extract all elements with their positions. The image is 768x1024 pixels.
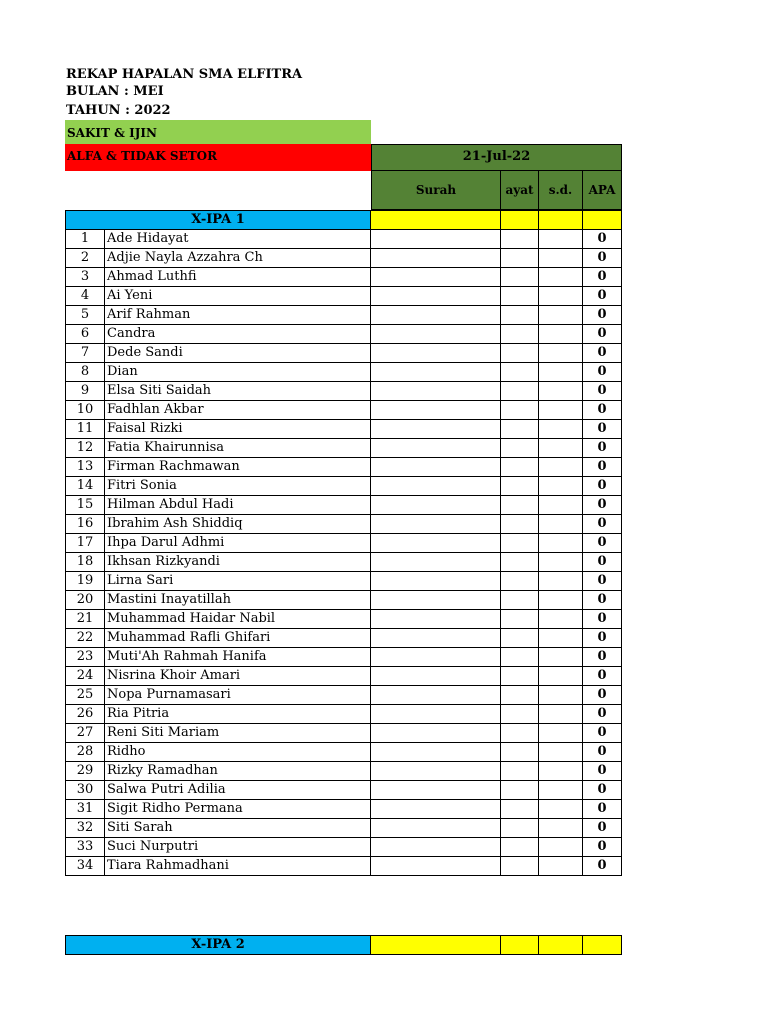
- legend-row-absent: [65, 144, 622, 171]
- surah-cell[interactable]: [371, 857, 501, 876]
- student-number-cell[interactable]: 24: [65, 667, 105, 686]
- student-number-cell[interactable]: 20: [65, 591, 105, 610]
- student-number-cell[interactable]: 28: [65, 743, 105, 762]
- student-number-cell[interactable]: 7: [65, 344, 105, 363]
- ayat-cell[interactable]: [501, 515, 539, 534]
- student-name-cell[interactable]: Suci Nurputri: [105, 838, 371, 857]
- apa-cell[interactable]: 0: [583, 857, 622, 876]
- apa-cell[interactable]: 0: [583, 515, 622, 534]
- student-name-cell[interactable]: Ahmad Luthfi: [105, 268, 371, 287]
- student-name-cell[interactable]: Salwa Putri Adilia: [105, 781, 371, 800]
- report-month: BULAN : MEI: [66, 84, 164, 99]
- surah-cell[interactable]: [371, 515, 501, 534]
- sd-cell[interactable]: [539, 781, 583, 800]
- sd-cell[interactable]: [539, 420, 583, 439]
- sd-cell[interactable]: [539, 553, 583, 572]
- ayat-cell[interactable]: [501, 610, 539, 629]
- student-number-cell[interactable]: 9: [65, 382, 105, 401]
- apa-cell[interactable]: 0: [583, 249, 622, 268]
- ayat-cell[interactable]: [501, 838, 539, 857]
- student-name-cell[interactable]: Dian: [105, 363, 371, 382]
- table-row: [65, 819, 622, 838]
- student-number-cell[interactable]: 32: [65, 819, 105, 838]
- surah-cell[interactable]: [371, 572, 501, 591]
- sd-cell[interactable]: [539, 857, 583, 876]
- report-year: TAHUN : 2022: [66, 103, 171, 118]
- student-number-cell[interactable]: 2: [65, 249, 105, 268]
- ayat-cell[interactable]: [501, 230, 539, 249]
- surah-cell[interactable]: [371, 610, 501, 629]
- surah-cell[interactable]: [371, 819, 501, 838]
- surah-cell[interactable]: [371, 458, 501, 477]
- apa-cell[interactable]: 0: [583, 610, 622, 629]
- ayat-cell[interactable]: [501, 439, 539, 458]
- student-name-cell[interactable]: Nopa Purnamasari: [105, 686, 371, 705]
- ayat-cell[interactable]: [501, 572, 539, 591]
- sd-cell[interactable]: [539, 401, 583, 420]
- student-name-cell[interactable]: Ridho: [105, 743, 371, 762]
- ayat-cell[interactable]: [501, 800, 539, 819]
- table-row: [65, 287, 622, 306]
- student-name-cell[interactable]: Ai Yeni: [105, 287, 371, 306]
- student-number-cell[interactable]: 6: [65, 325, 105, 344]
- apa-cell[interactable]: 0: [583, 382, 622, 401]
- student-name-cell[interactable]: Firman Rachmawan: [105, 458, 371, 477]
- sd-cell[interactable]: [539, 287, 583, 306]
- highlight-cell[interactable]: [371, 935, 501, 955]
- table-row: [65, 857, 622, 876]
- surah-cell[interactable]: [371, 553, 501, 572]
- sd-cell[interactable]: [539, 648, 583, 667]
- ayat-cell[interactable]: [501, 591, 539, 610]
- table-row: [65, 534, 622, 553]
- class-header-row: [65, 210, 622, 230]
- surah-cell[interactable]: [371, 743, 501, 762]
- table-row: [65, 344, 622, 363]
- table-row: [65, 591, 622, 610]
- table-row: [65, 553, 622, 572]
- surah-cell[interactable]: [371, 401, 501, 420]
- recap-sheet: [65, 120, 622, 876]
- sd-cell[interactable]: [539, 591, 583, 610]
- apa-cell[interactable]: 0: [583, 496, 622, 515]
- surah-cell[interactable]: [371, 591, 501, 610]
- ayat-cell[interactable]: [501, 705, 539, 724]
- student-name-cell[interactable]: Hilman Abdul Hadi: [105, 496, 371, 515]
- sd-cell[interactable]: [539, 306, 583, 325]
- ayat-cell[interactable]: [501, 325, 539, 344]
- student-number-cell[interactable]: 1: [65, 230, 105, 249]
- apa-cell[interactable]: 0: [583, 781, 622, 800]
- table-row: [65, 496, 622, 515]
- ayat-cell[interactable]: [501, 762, 539, 781]
- apa-cell[interactable]: 0: [583, 230, 622, 249]
- student-name-cell[interactable]: Ibrahim Ash Shiddiq: [105, 515, 371, 534]
- surah-cell[interactable]: [371, 838, 501, 857]
- student-name-cell[interactable]: Ria Pitria: [105, 705, 371, 724]
- table-row: [65, 610, 622, 629]
- ayat-cell[interactable]: [501, 306, 539, 325]
- highlight-cell[interactable]: [583, 935, 622, 955]
- apa-cell[interactable]: 0: [583, 287, 622, 306]
- sd-cell[interactable]: [539, 363, 583, 382]
- column-apa[interactable]: APA: [583, 171, 622, 210]
- student-number-cell[interactable]: 5: [65, 306, 105, 325]
- surah-cell[interactable]: [371, 325, 501, 344]
- student-number-cell[interactable]: 18: [65, 553, 105, 572]
- student-name-cell[interactable]: Ade Hidayat: [105, 230, 371, 249]
- highlight-cell[interactable]: [501, 935, 539, 955]
- student-name-cell[interactable]: Siti Sarah: [105, 819, 371, 838]
- student-name-cell[interactable]: Arif Rahman: [105, 306, 371, 325]
- student-name-cell[interactable]: Lirna Sari: [105, 572, 371, 591]
- ayat-cell[interactable]: [501, 743, 539, 762]
- apa-cell[interactable]: 0: [583, 325, 622, 344]
- table-row: [65, 458, 622, 477]
- student-name-cell[interactable]: Fadhlan Akbar: [105, 401, 371, 420]
- student-number-cell[interactable]: 33: [65, 838, 105, 857]
- surah-cell[interactable]: [371, 686, 501, 705]
- ayat-cell[interactable]: [501, 287, 539, 306]
- sd-cell[interactable]: [539, 686, 583, 705]
- table-row: [65, 762, 622, 781]
- student-name-cell[interactable]: Nisrina Khoir Amari: [105, 667, 371, 686]
- ayat-cell[interactable]: [501, 496, 539, 515]
- student-name-cell[interactable]: Muhammad Haidar Nabil: [105, 610, 371, 629]
- table-row: [65, 401, 622, 420]
- student-table: [65, 230, 622, 876]
- apa-cell[interactable]: 0: [583, 306, 622, 325]
- sd-cell[interactable]: [539, 743, 583, 762]
- student-name-cell[interactable]: Muhammad Rafli Ghifari: [105, 629, 371, 648]
- ayat-cell[interactable]: [501, 477, 539, 496]
- student-name-cell[interactable]: Mastini Inayatillah: [105, 591, 371, 610]
- ayat-cell[interactable]: [501, 629, 539, 648]
- apa-cell[interactable]: 0: [583, 724, 622, 743]
- ayat-cell[interactable]: [501, 458, 539, 477]
- table-row: [65, 230, 622, 249]
- student-number-cell[interactable]: 19: [65, 572, 105, 591]
- apa-cell[interactable]: 0: [583, 363, 622, 382]
- surah-cell[interactable]: [371, 230, 501, 249]
- surah-cell[interactable]: [371, 667, 501, 686]
- sd-cell[interactable]: [539, 800, 583, 819]
- surah-cell[interactable]: [371, 420, 501, 439]
- table-row: [65, 439, 622, 458]
- student-name-cell[interactable]: Muti'Ah Rahmah Hanifa: [105, 648, 371, 667]
- apa-cell[interactable]: 0: [583, 686, 622, 705]
- table-row: [65, 268, 622, 287]
- table-row: [65, 306, 622, 325]
- legend-absent[interactable]: ALFA & TIDAK SETOR: [65, 144, 371, 171]
- student-number-cell[interactable]: 25: [65, 686, 105, 705]
- surah-cell[interactable]: [371, 724, 501, 743]
- table-row: [65, 249, 622, 268]
- table-row: [65, 705, 622, 724]
- highlight-cell[interactable]: [501, 210, 539, 230]
- table-row: [65, 667, 622, 686]
- table-row: [65, 515, 622, 534]
- sd-cell[interactable]: [539, 572, 583, 591]
- table-row: [65, 572, 622, 591]
- student-name-cell[interactable]: Ikhsan Rizkyandi: [105, 553, 371, 572]
- apa-cell[interactable]: 0: [583, 705, 622, 724]
- sd-cell[interactable]: [539, 534, 583, 553]
- class-header-row: [65, 935, 622, 955]
- sd-cell[interactable]: [539, 496, 583, 515]
- class-label[interactable]: X-IPA 2: [65, 935, 371, 955]
- sd-cell[interactable]: [539, 344, 583, 363]
- surah-cell[interactable]: [371, 306, 501, 325]
- student-number-cell[interactable]: 29: [65, 762, 105, 781]
- class-label[interactable]: X-IPA 1: [65, 210, 371, 230]
- sd-cell[interactable]: [539, 724, 583, 743]
- student-name-cell[interactable]: Rizky Ramadhan: [105, 762, 371, 781]
- apa-cell[interactable]: 0: [583, 401, 622, 420]
- apa-cell[interactable]: 0: [583, 591, 622, 610]
- ayat-cell[interactable]: [501, 553, 539, 572]
- surah-cell[interactable]: [371, 363, 501, 382]
- student-name-cell[interactable]: Elsa Siti Saidah: [105, 382, 371, 401]
- student-number-cell[interactable]: 11: [65, 420, 105, 439]
- surah-cell[interactable]: [371, 477, 501, 496]
- ayat-cell[interactable]: [501, 686, 539, 705]
- student-name-cell[interactable]: Ihpa Darul Adhmi: [105, 534, 371, 553]
- surah-cell[interactable]: [371, 629, 501, 648]
- student-number-cell[interactable]: 8: [65, 363, 105, 382]
- surah-cell[interactable]: [371, 781, 501, 800]
- table-row: [65, 477, 622, 496]
- surah-cell[interactable]: [371, 249, 501, 268]
- sd-cell[interactable]: [539, 458, 583, 477]
- column-header-row: [65, 171, 622, 210]
- surah-cell[interactable]: [371, 382, 501, 401]
- sd-cell[interactable]: [539, 382, 583, 401]
- sd-cell[interactable]: [539, 629, 583, 648]
- student-number-cell[interactable]: 27: [65, 724, 105, 743]
- table-row: [65, 382, 622, 401]
- highlight-cell[interactable]: [583, 210, 622, 230]
- student-number-cell[interactable]: 31: [65, 800, 105, 819]
- student-name-cell[interactable]: Fatia Khairunnisa: [105, 439, 371, 458]
- surah-cell[interactable]: [371, 439, 501, 458]
- ayat-cell[interactable]: [501, 344, 539, 363]
- surah-cell[interactable]: [371, 534, 501, 553]
- ayat-cell[interactable]: [501, 401, 539, 420]
- table-row: [65, 800, 622, 819]
- apa-cell[interactable]: 0: [583, 534, 622, 553]
- legend-sick-permit[interactable]: SAKIT & IJIN: [65, 120, 371, 144]
- table-row: [65, 420, 622, 439]
- apa-cell[interactable]: 0: [583, 743, 622, 762]
- surah-cell[interactable]: [371, 344, 501, 363]
- student-number-cell[interactable]: 34: [65, 857, 105, 876]
- apa-cell[interactable]: 0: [583, 762, 622, 781]
- sd-cell[interactable]: [539, 268, 583, 287]
- apa-cell[interactable]: 0: [583, 800, 622, 819]
- table-row: [65, 325, 622, 344]
- ayat-cell[interactable]: [501, 667, 539, 686]
- apa-cell[interactable]: 0: [583, 572, 622, 591]
- highlight-cell[interactable]: [539, 935, 583, 955]
- apa-cell[interactable]: 0: [583, 458, 622, 477]
- sd-cell[interactable]: [539, 667, 583, 686]
- ayat-cell[interactable]: [501, 363, 539, 382]
- student-name-cell[interactable]: Faisal Rizki: [105, 420, 371, 439]
- apa-cell[interactable]: 0: [583, 344, 622, 363]
- student-number-cell[interactable]: 22: [65, 629, 105, 648]
- apa-cell[interactable]: 0: [583, 477, 622, 496]
- student-number-cell[interactable]: 14: [65, 477, 105, 496]
- sd-cell[interactable]: [539, 439, 583, 458]
- apa-cell[interactable]: 0: [583, 667, 622, 686]
- table-row: [65, 648, 622, 667]
- ayat-cell[interactable]: [501, 534, 539, 553]
- table-row: [65, 686, 622, 705]
- apa-cell[interactable]: 0: [583, 439, 622, 458]
- ayat-cell[interactable]: [501, 781, 539, 800]
- sd-cell[interactable]: [539, 477, 583, 496]
- sd-cell[interactable]: [539, 325, 583, 344]
- table-row: [65, 629, 622, 648]
- ayat-cell[interactable]: [501, 382, 539, 401]
- ayat-cell[interactable]: [501, 857, 539, 876]
- student-number-cell[interactable]: 3: [65, 268, 105, 287]
- student-name-cell[interactable]: Fitri Sonia: [105, 477, 371, 496]
- ayat-cell[interactable]: [501, 724, 539, 743]
- apa-cell[interactable]: 0: [583, 553, 622, 572]
- student-name-cell[interactable]: Reni Siti Mariam: [105, 724, 371, 743]
- sd-cell[interactable]: [539, 762, 583, 781]
- student-name-cell[interactable]: Sigit Ridho Permana: [105, 800, 371, 819]
- ayat-cell[interactable]: [501, 268, 539, 287]
- sd-cell[interactable]: [539, 249, 583, 268]
- highlight-cell[interactable]: [371, 210, 501, 230]
- column-sd[interactable]: s.d.: [539, 171, 583, 210]
- apa-cell[interactable]: 0: [583, 648, 622, 667]
- surah-cell[interactable]: [371, 648, 501, 667]
- student-number-cell[interactable]: 16: [65, 515, 105, 534]
- legend-row-sick: [65, 120, 622, 144]
- student-number-cell[interactable]: 21: [65, 610, 105, 629]
- student-number-cell[interactable]: 17: [65, 534, 105, 553]
- sd-cell[interactable]: [539, 819, 583, 838]
- ayat-cell[interactable]: [501, 420, 539, 439]
- ayat-cell[interactable]: [501, 819, 539, 838]
- ayat-cell[interactable]: [501, 648, 539, 667]
- table-row: [65, 743, 622, 762]
- sd-cell[interactable]: [539, 838, 583, 857]
- table-row: [65, 363, 622, 382]
- student-name-cell[interactable]: Tiara Rahmadhani: [105, 857, 371, 876]
- surah-cell[interactable]: [371, 762, 501, 781]
- ayat-cell[interactable]: [501, 249, 539, 268]
- apa-cell[interactable]: 0: [583, 420, 622, 439]
- student-number-cell[interactable]: 13: [65, 458, 105, 477]
- student-number-cell[interactable]: 15: [65, 496, 105, 515]
- column-surah[interactable]: Surah: [371, 171, 501, 210]
- student-number-cell[interactable]: 30: [65, 781, 105, 800]
- sd-cell[interactable]: [539, 705, 583, 724]
- sd-cell[interactable]: [539, 230, 583, 249]
- surah-cell[interactable]: [371, 496, 501, 515]
- report-title: REKAP HAPALAN SMA ELFITRA: [66, 67, 303, 82]
- student-name-cell[interactable]: Candra: [105, 325, 371, 344]
- apa-cell[interactable]: 0: [583, 629, 622, 648]
- date-header[interactable]: 21-Jul-22: [371, 144, 622, 171]
- sd-cell[interactable]: [539, 610, 583, 629]
- table-row: [65, 724, 622, 743]
- sd-cell[interactable]: [539, 515, 583, 534]
- surah-cell[interactable]: [371, 268, 501, 287]
- surah-cell[interactable]: [371, 705, 501, 724]
- highlight-cell[interactable]: [539, 210, 583, 230]
- student-number-cell[interactable]: 12: [65, 439, 105, 458]
- table-row: [65, 781, 622, 800]
- apa-cell[interactable]: 0: [583, 819, 622, 838]
- student-number-cell[interactable]: 26: [65, 705, 105, 724]
- table-row: [65, 838, 622, 857]
- student-number-cell[interactable]: 23: [65, 648, 105, 667]
- student-name-cell[interactable]: Dede Sandi: [105, 344, 371, 363]
- student-number-cell[interactable]: 10: [65, 401, 105, 420]
- student-name-cell[interactable]: Adjie Nayla Azzahra Ch: [105, 249, 371, 268]
- apa-cell[interactable]: 0: [583, 838, 622, 857]
- student-number-cell[interactable]: 4: [65, 287, 105, 306]
- column-ayat[interactable]: ayat: [501, 171, 539, 210]
- surah-cell[interactable]: [371, 287, 501, 306]
- apa-cell[interactable]: 0: [583, 268, 622, 287]
- surah-cell[interactable]: [371, 800, 501, 819]
